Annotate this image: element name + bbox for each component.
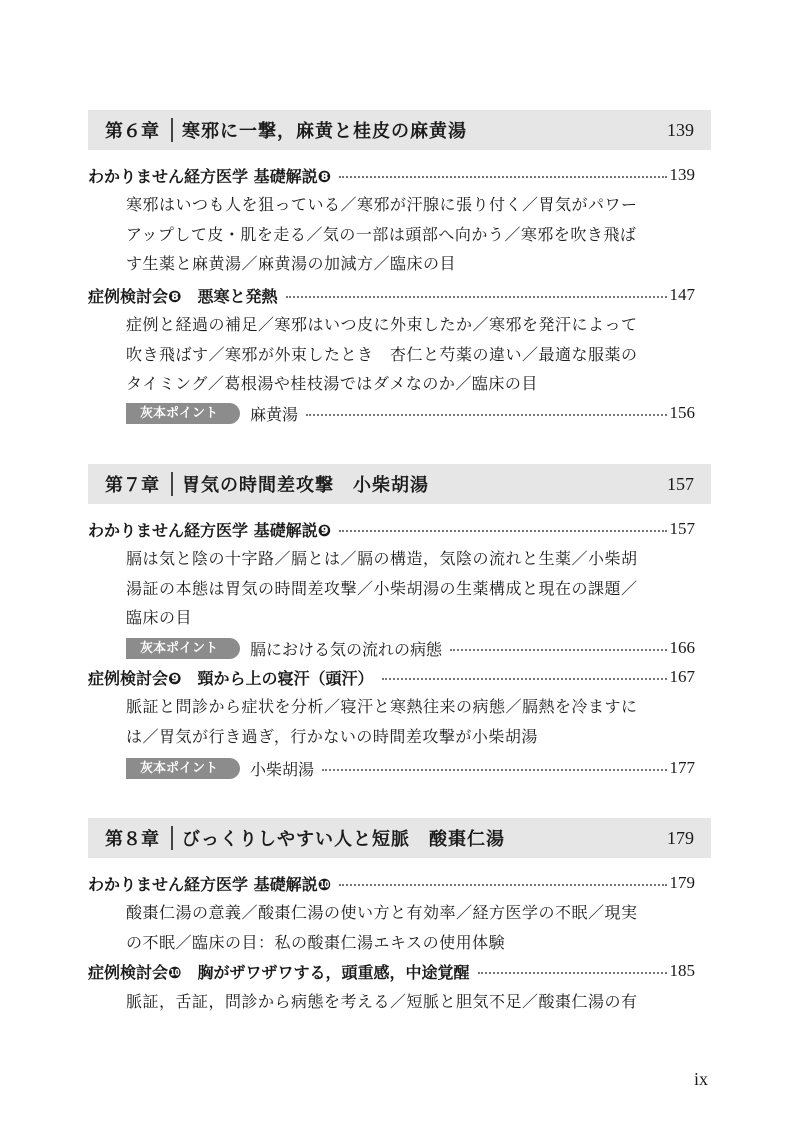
point-badge: 灰本ポイント <box>126 638 240 659</box>
point-entry[interactable] <box>126 635 695 661</box>
description-line: は／胃気が行き過ぎ，行かないの時間差攻撃が小柴胡湯 <box>126 726 538 746</box>
description-line: 吹き飛ばす／寒邪が外束したとき 杏仁と芍薬の違い／最適な服薬の <box>126 344 638 364</box>
description-line: す生薬と麻黄湯／麻黄湯の加減方／臨床の目 <box>126 254 457 273</box>
chapter-divider <box>171 472 173 496</box>
chapter-page: 157 <box>667 473 694 494</box>
chapter-heading <box>88 818 711 858</box>
toc-entry-title: わかりません経方医学 基礎解説❽ <box>88 166 332 186</box>
chapter-title: びっくりしやすい人と短脈 酸棗仁湯 <box>182 829 505 850</box>
description-line: の不眠／臨床の目：私の酸棗仁湯エキスの使用体験 <box>126 932 506 952</box>
description-line: 症例と経過の補足／寒邪はいつ皮に外束したか／寒邪を発汗によって <box>126 315 638 334</box>
chapter-page: 179 <box>667 827 694 848</box>
toc-description <box>126 987 686 1017</box>
description-line: 脈証，舌証，問診から病態を考える／短脈と胆気不足／酸棗仁湯の有 <box>126 992 638 1011</box>
description-line: タイミング／葛根湯や桂枝湯ではダメなのか／臨床の目 <box>126 374 538 393</box>
chapter-number: 第８章 <box>105 829 159 850</box>
description-line: 寒邪はいつも人を狙っている／寒邪が汗腺に張り付く／胃気がパワー <box>126 195 638 214</box>
toc-entry-page: 179 <box>669 873 695 892</box>
chapter-title: 胃気の時間差攻撃 小柴胡湯 <box>182 475 429 496</box>
toc-entry-page: 147 <box>669 285 695 304</box>
toc-description <box>126 898 686 957</box>
description-line: 湯証の本態は胃気の時間差攻撃／小柴胡湯の生薬構成と現在の課題／ <box>126 578 638 598</box>
point-title: 小柴胡湯 <box>250 759 315 779</box>
description-line: アップして皮・肌を走る／気の一部は頭部へ向かう／寒邪を吹き飛ば <box>126 224 637 244</box>
toc-entry-title: 症例検討会❾ 頸から上の寝汗（頭汗） <box>88 668 374 688</box>
chapter-page: 139 <box>667 119 694 140</box>
toc-description <box>126 544 686 633</box>
toc-entry-title: 症例検討会❽ 悪寒と発熱 <box>88 286 278 306</box>
dot-leader <box>286 296 667 298</box>
description-line: 臨床の目 <box>126 608 193 627</box>
point-badge: 灰本ポイント <box>126 758 240 779</box>
dot-leader <box>478 972 667 974</box>
toc-entry-title: わかりません経方医学 基礎解説❾ <box>88 520 332 540</box>
dot-leader <box>339 176 666 178</box>
chapter-number: 第７章 <box>105 475 159 496</box>
dot-leader <box>322 769 666 771</box>
toc-entry-title: わかりません経方医学 基礎解説❿ <box>88 874 332 894</box>
toc-entry[interactable] <box>88 870 695 896</box>
description-line: 膈は気と陰の十字路／膈とは／膈の構造，気陰の流れと生薬／小柴胡 <box>126 549 638 568</box>
description-line: 脈証と問診から症状を分析／寝汗と寒熱往来の病態／膈熱を冷ますに <box>126 697 638 716</box>
toc-entry-title: 症例検討会❿ 胸がザワザワする，頭重感，中途覚醒 <box>88 962 470 982</box>
toc-entry[interactable] <box>88 958 695 984</box>
toc-entry-page: 185 <box>669 961 695 980</box>
point-title: 膈における気の流れの病態 <box>250 639 443 659</box>
dot-leader <box>339 884 666 886</box>
toc-description <box>126 190 686 279</box>
dot-leader <box>450 649 666 651</box>
toc-entry-page: 139 <box>669 165 695 184</box>
chapter-divider <box>171 118 173 142</box>
point-entry[interactable] <box>126 400 695 426</box>
point-page: 156 <box>669 403 695 422</box>
point-page: 166 <box>669 638 695 657</box>
chapter-number: 第６章 <box>105 121 159 142</box>
toc-entry[interactable] <box>88 162 695 188</box>
point-page: 177 <box>669 758 695 777</box>
toc-entry[interactable] <box>88 516 695 542</box>
toc-entry-page: 157 <box>669 519 695 538</box>
chapter-heading <box>88 464 711 504</box>
point-entry[interactable] <box>126 755 695 781</box>
toc-entry[interactable] <box>88 282 695 308</box>
chapter-heading <box>88 110 711 150</box>
toc-description <box>126 310 686 399</box>
chapter-title: 寒邪に一撃，麻黄と桂皮の麻黄湯 <box>182 121 467 142</box>
dot-leader <box>339 530 666 532</box>
page-number: ix <box>693 1069 708 1089</box>
toc-entry-page: 167 <box>669 667 695 686</box>
toc-description <box>126 692 686 751</box>
toc-entry[interactable] <box>88 664 695 690</box>
chapter-divider <box>171 826 173 850</box>
dot-leader <box>382 678 667 680</box>
point-title: 麻黄湯 <box>250 404 299 424</box>
description-line: 酸棗仁湯の意義／酸棗仁湯の使い方と有効率／経方医学の不眠／現実 <box>126 903 638 922</box>
dot-leader <box>306 414 666 416</box>
point-badge: 灰本ポイント <box>126 403 240 424</box>
